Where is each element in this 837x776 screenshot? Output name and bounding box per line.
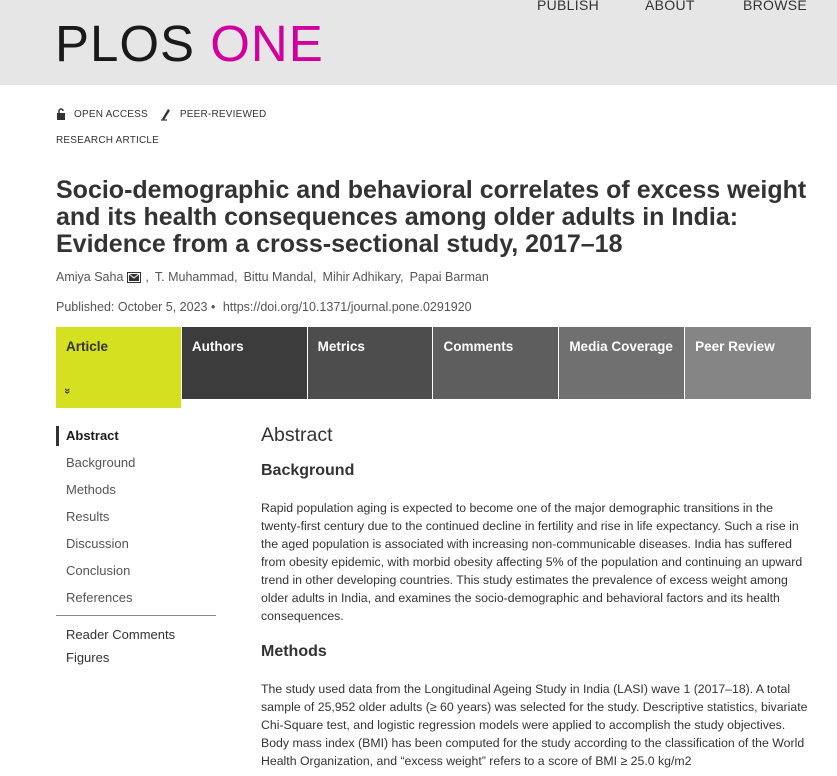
article-title: Socio-demographic and behavioral correlates of excess weight and its health consequences among older adults in India: Evidence from a cross-sectional study, 2017–18 xyxy=(56,176,807,258)
methods-heading: Methods xyxy=(261,643,327,660)
tab-metrics[interactable]: Metrics xyxy=(308,327,434,399)
sidenav-reader-comments[interactable]: Reader Comments xyxy=(66,627,176,642)
sidenav-abstract[interactable]: Abstract xyxy=(56,426,216,446)
chevron-down-icon: » xyxy=(61,387,74,395)
article-tabs xyxy=(56,327,811,399)
sidenav-results[interactable]: Results xyxy=(66,509,110,524)
unlocked-padlock-icon xyxy=(56,108,66,120)
nav-browse[interactable]: BROWSE xyxy=(743,0,808,13)
sidenav-discussion[interactable]: Discussion xyxy=(66,536,129,551)
publication-info xyxy=(56,300,472,314)
sidenav-methods[interactable]: Methods xyxy=(66,482,116,497)
author-1[interactable]: Amiya Saha xyxy=(56,270,124,284)
logo-plos: PLOS xyxy=(55,15,196,72)
author-5[interactable]: Papai Barman xyxy=(409,270,489,284)
author-3[interactable]: Bittu Mandal, xyxy=(243,270,317,284)
abstract-heading: Abstract xyxy=(261,424,333,446)
plos-one-logo[interactable] xyxy=(55,15,324,72)
author-list xyxy=(56,270,495,284)
nav-about[interactable]: ABOUT xyxy=(645,0,695,13)
open-access-label: OPEN ACCESS xyxy=(74,108,148,120)
tab-peer-review[interactable]: Peer Review xyxy=(685,327,811,399)
sidenav-conclusion[interactable]: Conclusion xyxy=(66,563,131,578)
peer-reviewed-label: PEER-REVIEWED xyxy=(179,108,267,120)
sidenav-figures[interactable]: Figures xyxy=(66,650,110,665)
background-text: Rapid population aging is expected to become one of the major demographic transitions in the twenty-first century due to the continued decline in fertility and rise in life expectancy. Such a rise in the aged population is associated with increasing non-communicable diseases. India has suffered from obesity epidemic, with morbid obesity affecting 5% of the population and continuing an upward trend in other developing countries. This study estimates the prevalence of excess weight among older adults in India, and examines the socio-demographic and behavioral factors and its health consequences. xyxy=(261,501,803,623)
logo-one: ONE xyxy=(210,15,324,72)
section-navigation xyxy=(56,426,216,671)
doi-link[interactable]: https://doi.org/10.1371/journal.pone.0291920 xyxy=(222,300,472,314)
author-1-separator: , xyxy=(145,270,149,284)
tab-authors[interactable]: Authors xyxy=(182,327,308,399)
abstract-section xyxy=(261,424,813,776)
tab-media-coverage[interactable]: Media Coverage xyxy=(559,327,685,399)
sidenav-divider xyxy=(56,615,216,616)
pen-check-icon xyxy=(160,107,172,121)
sidenav-references[interactable]: References xyxy=(66,590,133,605)
author-2[interactable]: T. Muhammad, xyxy=(154,270,238,284)
author-4[interactable]: Mihir Adhikary, xyxy=(322,270,404,284)
published-date: Published: October 5, 2023 • xyxy=(56,300,216,314)
tab-comments[interactable]: Comments xyxy=(433,327,559,399)
site-header xyxy=(0,0,837,85)
tab-article[interactable] xyxy=(56,327,182,408)
tab-article-label: Article xyxy=(66,339,109,354)
background-heading: Background xyxy=(261,462,355,479)
article-badges xyxy=(56,107,278,121)
article-type: RESEARCH ARTICLE xyxy=(56,135,160,146)
sidenav-background[interactable]: Background xyxy=(66,455,136,470)
open-access-badge xyxy=(56,108,148,120)
email-icon[interactable] xyxy=(127,272,141,283)
peer-reviewed-badge xyxy=(160,107,267,121)
nav-publish[interactable]: PUBLISH xyxy=(537,0,600,13)
methods-text: The study used data from the Longitudinal Ageing Study in India (LASI) wave 1 (2017–18). A total sample of 25,952 older adults (≥ 60 years) was selected for the study. Descriptive statistics, bivariate Chi-Square test, and logistic regression models were applied to accomplish the study objectives. Body mass index (BMI) has been computed for the study according to the classification of the World Health Organization, and “excess weight” refers to a score of BMI ≥ 25.0 kg/m2 xyxy=(261,682,808,768)
